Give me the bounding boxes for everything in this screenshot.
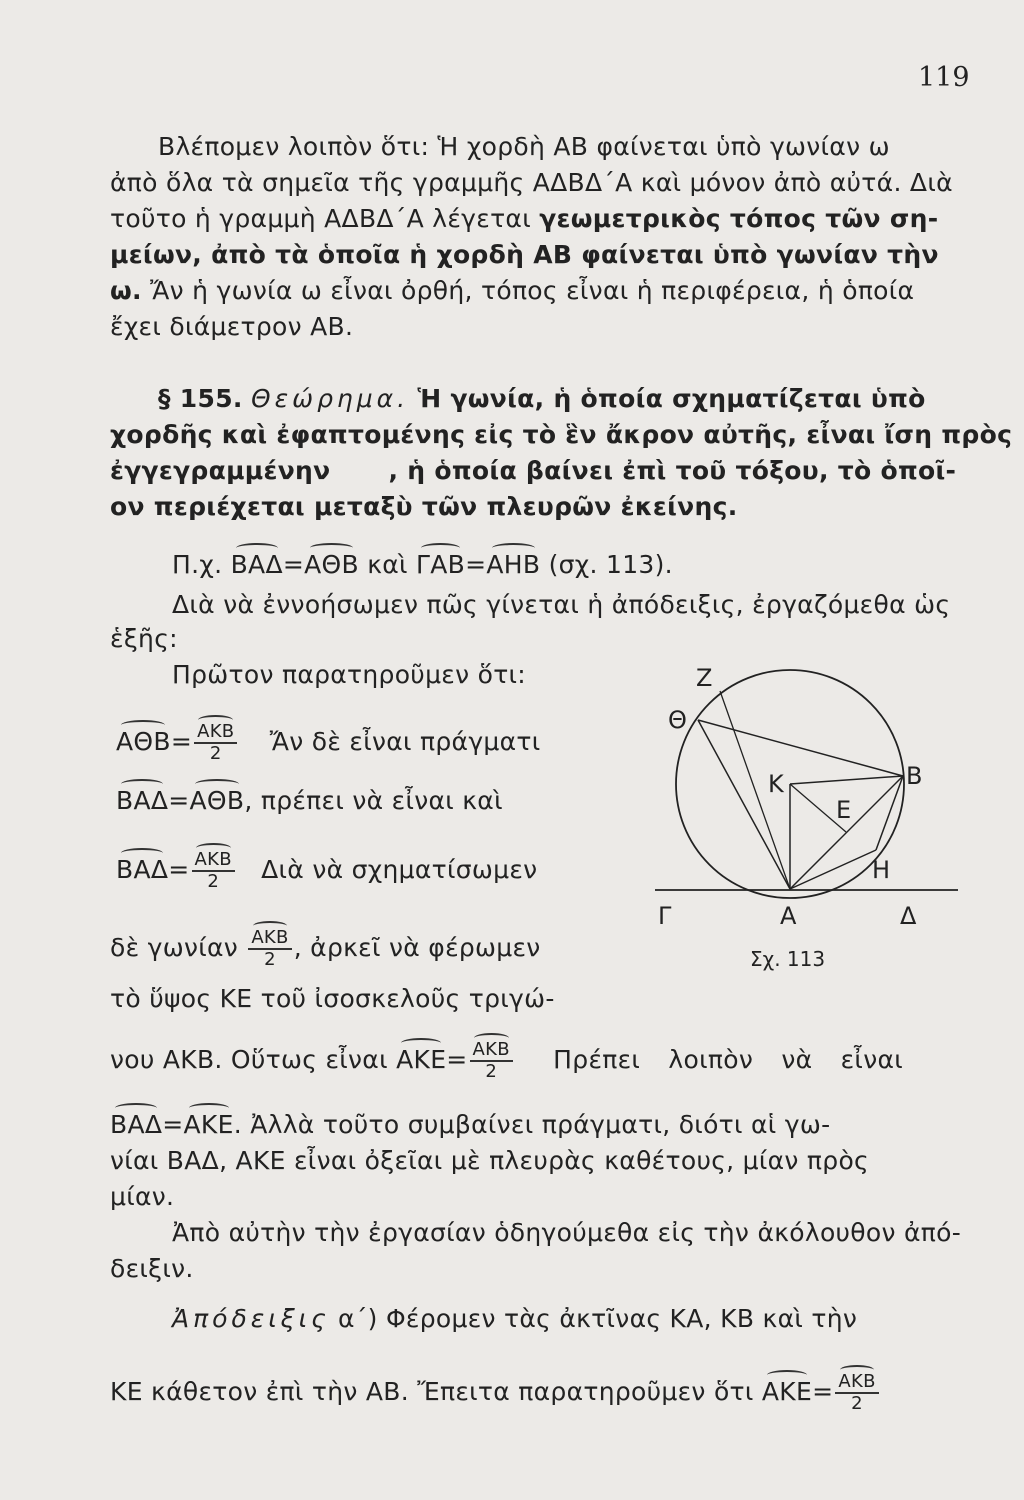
figure-caption: Σχ. 113: [750, 947, 826, 971]
example-line: [172, 550, 673, 580]
theorem-heading: [158, 384, 926, 414]
angle-ahb: ΑΗΒ: [486, 550, 541, 579]
angle: ΒΑΔ: [116, 855, 169, 884]
text-span: Ἄν ἡ γωνία ω εἶναι ὀρθή, τόπος εἶναι ἡ περιφέρεια, ἡ ὁποία: [150, 276, 915, 305]
bold-term: ω.: [110, 276, 142, 305]
text-line: νου ΑΚΒ. Οὕτως εἶναι ΑΚΕ= $\frac{\text{ΑΚΒ}}{2}$ Πρέπει λοιπὸν νὰ εἶναι: [110, 1039, 903, 1082]
fraction: [470, 1040, 513, 1082]
theorem-label: Θεώρημα.: [250, 384, 410, 413]
denominator: 2: [264, 949, 276, 970]
text-span: ΚΕ κάθετον ἐπὶ τὴν ΑΒ. Ἔπειτα παρατηροῦμεν ὅτι: [110, 1377, 754, 1406]
numerator: ΑΚΒ: [248, 928, 291, 950]
text-line: [110, 276, 914, 306]
angle-gab: ΓΑΒ: [416, 550, 466, 579]
numerator: ΑΚΒ: [194, 722, 237, 744]
chord-theta-b: [698, 720, 903, 776]
fraction: [835, 1372, 878, 1414]
text-line: ἔχει διάμετρον ΑΒ.: [110, 312, 354, 341]
label-a: Α: [780, 902, 797, 930]
and-word: καὶ: [367, 550, 408, 579]
section-number: § 155.: [158, 384, 243, 413]
label-z: Ζ: [696, 664, 713, 692]
text-line: Πρῶτον παρατηροῦμεν ὅτι:: [172, 660, 527, 689]
theorem-text: Ἡ γωνία, ἡ ὁποία σχηματίζεται ὑπὸ: [417, 384, 926, 413]
angle: ΑΘΒ: [189, 786, 245, 815]
equation-line: ΒΑΔ= $\frac{\text{ΑΚΒ}}{2}$ Διὰ νὰ σχηματίσωμεν: [116, 849, 538, 892]
text-line: δειξιν.: [110, 1254, 194, 1283]
equation-line: ΑΘΒ= $\frac{\text{ΑΚΒ}}{2}$ Ἄν δὲ εἶναι πράγματι: [116, 721, 541, 764]
theorem-text: , ἡ ὁποία βαίνει ἐπὶ τοῦ τόξου, τὸ ὁποῖ-: [388, 456, 957, 485]
text-line: νίαι ΒΑΔ, ΑΚΕ εἶναι ὀξεῖαι μὲ πλευρὰς καθέτους, μίαν πρὸς: [110, 1146, 870, 1175]
text-line: Βλέπομεν λοιπὸν ὅτι: Ἡ χορδὴ ΑΒ φαίνεται ὑπὸ γωνίαν ω: [158, 132, 890, 161]
text-span: Διὰ νὰ σχηματίσωμεν: [261, 855, 538, 884]
theorem-line: ον περιέχεται μεταξὺ τῶν πλευρῶν ἐκείνης.: [110, 492, 738, 521]
fraction: [248, 928, 291, 970]
angle-bad: ΒΑΔ: [230, 550, 283, 579]
text-span: Πρέπει λοιπὸν νὰ εἶναι: [553, 1045, 903, 1074]
label-b: Β: [906, 762, 923, 790]
text-span: Ἄν δὲ εἶναι πράγματι: [269, 727, 541, 756]
text-line: [110, 204, 938, 234]
text-span: , ἀρκεῖ νὰ φέρωμεν: [293, 933, 541, 962]
line-a-h: [790, 850, 876, 889]
angle: ΑΚΕ: [761, 1377, 813, 1406]
angle: ΒΑΔ: [110, 1110, 163, 1139]
text-span: τοῦτο ἡ γραμμὴ ΑΔΒΔ΄Α λέγεται: [110, 204, 531, 233]
text-line: Ἀπὸ αὐτὴν τὴν ἐργασίαν ὁδηγούμεθα εἰς τὴν ἀκόλουθον ἀπό-: [172, 1218, 962, 1247]
equals: =: [282, 550, 305, 579]
radius-kb: [790, 776, 903, 784]
angle: ΒΑΔ: [116, 786, 169, 815]
chord-theta-a: [698, 720, 790, 889]
proof-mark: α΄): [338, 1304, 378, 1333]
text-line: ΚΕ κάθετον ἐπὶ τὴν ΑΒ. Ἔπειτα παρατηροῦμεν ὅτι ΑΚΕ= $\frac{\text{ΑΚΒ}}{2}$: [110, 1372, 881, 1414]
text-line: ἀπὸ ὅλα τὰ σημεῖα τῆς γραμμῆς ΑΔΒΔ΄Α καὶ μόνον ἀπὸ αὐτά. Διὰ: [110, 168, 953, 197]
text-span: Φέρομεν τὰς ἀκτῖνας ΚΑ, ΚΒ καὶ τὴν: [385, 1304, 858, 1333]
label-k: Κ: [768, 770, 784, 798]
text-line: μίαν.: [110, 1182, 175, 1211]
fraction: [192, 850, 235, 892]
fraction: [194, 722, 237, 764]
label-theta: Θ: [668, 706, 687, 734]
denominator: 2: [851, 1393, 863, 1414]
label-gamma: Γ: [658, 902, 672, 930]
figure-ref: (σχ. 113).: [548, 550, 673, 579]
text-line: ἑξῆς:: [110, 624, 178, 653]
denominator: 2: [485, 1061, 498, 1082]
figure-113: [640, 660, 970, 990]
numerator: ΑΚΒ: [835, 1372, 878, 1394]
text-line: ΒΑΔ=ΑΚΕ. Ἀλλὰ τοῦτο συμβαίνει πράγματι, διότι αἱ γω-: [110, 1110, 831, 1139]
bold-line: μείων, ἀπὸ τὰ ὁποῖα ἡ χορδὴ ΑΒ φαίνεται ὑπὸ γωνίαν τὴν: [110, 240, 939, 269]
angle: ΑΘΒ: [116, 727, 171, 756]
angle: ΑΚΕ: [396, 1045, 447, 1074]
proof-line: [172, 1304, 857, 1334]
theorem-line: [110, 456, 956, 486]
bold-term: γεωμετρικὸς τόπος τῶν ση-: [539, 204, 939, 233]
theorem-text: ἐγγεγραμμένην: [110, 456, 331, 485]
page-number: 119: [918, 62, 970, 93]
text-line: Διὰ νὰ ἐννοήσωμεν πῶς γίνεται ἡ ἀπόδειξις, ἐργαζόμεθα ὡς: [172, 590, 951, 619]
proof-label: Ἀπόδειξις: [172, 1304, 330, 1333]
denominator: 2: [209, 743, 222, 764]
angle-athb: ΑΘΒ: [304, 550, 359, 579]
equals: =: [465, 550, 487, 579]
theorem-line: χορδῆς καὶ ἐφαπτομένης εἰς τὸ ἓν ἄκρον αὐτῆς, εἶναι ἴση πρὸς: [110, 420, 1013, 449]
text-line: τὸ ὕψος ΚΕ τοῦ ἰσοσκελοῦς τριγώ-: [110, 984, 555, 1013]
example-prefix: Π.χ.: [172, 550, 223, 579]
text-span: δὲ γωνίαν: [110, 933, 239, 962]
text-span: νου ΑΚΒ. Οὕτως εἶναι: [110, 1045, 388, 1074]
numerator: ΑΚΒ: [470, 1040, 513, 1062]
denominator: 2: [207, 871, 220, 892]
equation-line: ΒΑΔ=ΑΘΒ, πρέπει νὰ εἶναι καὶ: [116, 786, 503, 815]
text-span: , πρέπει νὰ εἶναι καὶ: [244, 786, 503, 815]
text-span: . Ἀλλὰ τοῦτο συμβαίνει πράγματι, διότι αἱ γω-: [233, 1110, 831, 1139]
text-line: [110, 928, 541, 970]
label-delta: Δ: [900, 902, 917, 930]
label-e: Ε: [836, 796, 852, 824]
angle: ΑΚΕ: [183, 1110, 234, 1139]
label-h: Η: [872, 856, 891, 884]
numerator: ΑΚΒ: [192, 850, 235, 872]
